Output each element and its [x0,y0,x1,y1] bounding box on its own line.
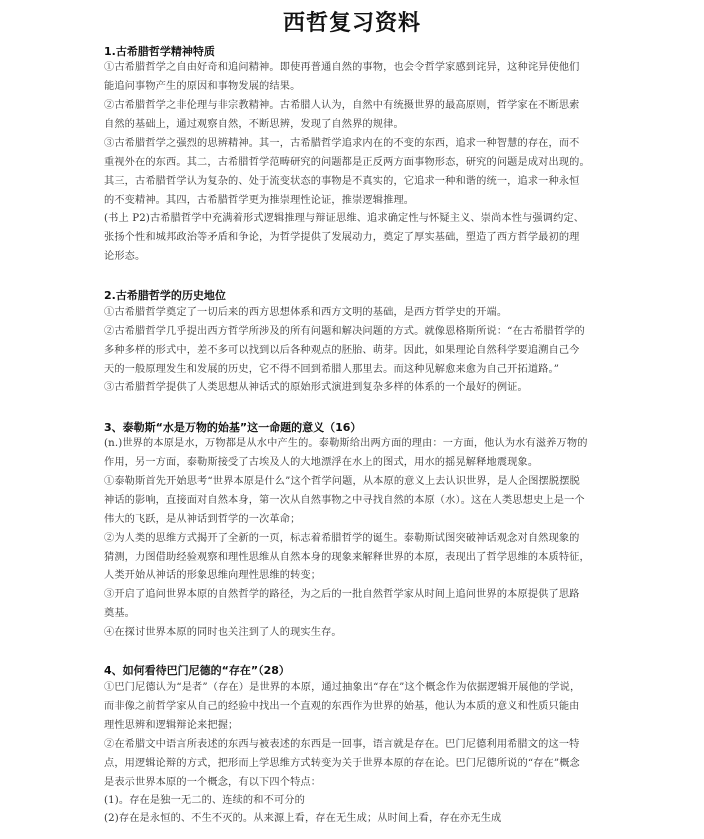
text-line: ①泰勒斯首先开始思考“世界本原是什么”这个哲学问题，从本原的意义上去认识世界，是人企图摆脱摆脱 [104,476,580,487]
text-line: 天的一般原理发生和发展的历史，它不得不回到希腊人那里去。而这种见解愈来愈为自己开拓道路。” [104,364,560,375]
section-heading: 3、泰勒斯“水是万物的始基”这一命题的意义（16） [104,421,362,434]
text-line: ②古希腊哲学几乎提出西方哲学所涉及的所有问题和解决问题的方式。就像恩格斯所说：“在古希腊哲学的 [104,326,585,337]
text-line: 伟大的飞跃，是从神话到哲学的一次革命； [104,514,301,525]
text-line: (1)。存在是独一无二的、连续的和不可分的 [104,795,305,806]
text-line: 奠基。 [104,608,136,619]
text-line: 能追问事物产生的原因和事物发展的结果。 [104,81,301,92]
text-line: (2)存在是永恒的、不生不灭的。从来源上看，存在无生成；从时间上看，存在亦无生成 [104,813,502,824]
text-line: ②在希腊文中语言所表述的东西与被表述的东西是一回事，语言就是存在。巴门尼德利用希腊文的这一特 [104,739,580,750]
text-line: 猜测，力图借助经验观察和理性思维从自然本身的现象来解释世界的本原，表现出了哲学思维的本质特征， [104,552,590,563]
text-line: ④在探讨世界本原的同时也关注到了人的现实生存。 [104,627,342,638]
text-line: 论形态。 [104,251,146,262]
text-line: (书上 P2)古希腊哲学中充满着形式逻辑推理与辩证思维、追求确定性与怀疑主义、崇尚本性与强调约定、 [104,213,585,224]
text-line: ②为人类的思维方式揭开了全新的一页，标志着希腊哲学的诞生。泰勒斯试图突破神话观念对自然现象的 [104,533,580,544]
text-line: 而非像之前哲学家从自己的经验中找出一个直观的东西作为世界的始基，他认为本质的意义和性质只能由 [104,701,580,712]
text-line: ③古希腊哲学提供了人类思想从神话式的原始形式演进到复杂多样的体系的一个最好的例证。 [104,382,528,393]
text-line: 的不变精神。其四，古希腊哲学更为推崇理性论证，推崇逻辑推理。 [104,195,415,206]
text-line: 神话的影响，直接面对自然本身，第一次从自然事物之中寻找自然的本原（水）。这在人类思想史上是一个 [104,495,585,506]
text-line: 其三，古希腊哲学认为复杂的、处于流变状态的事物是不真实的，它追求一种和谐的统一，追求一种永恒 [104,176,580,187]
text-line: (n.)世界的本原是水，万物都是从水中产生的。泰勒斯给出两方面的理由：一方面，他认为水有滋养万物的 [104,438,588,449]
text-line: 多种多样的形式中，差不多可以找到以后各种观点的胚胎、萌芽。因此，如果理论自然科学要追溯自己今 [104,345,580,356]
text-line: ①古希腊哲学奠定了一切后来的西方思想体系和西方文明的基础，是西方哲学史的开端。 [104,307,508,318]
text-line: 重视外在的东西。其二，古希腊哲学范畴研究的问题都是正反两方面事物形态，研究的问题是成对出现的。 [104,157,590,168]
text-line: 理性思辨和逻辑辩论来把握； [104,720,239,731]
text-line: 自然的基础上，通过观察自然，不断思辨，发现了自然界的规律。 [104,119,404,130]
text-line: ③开启了追问世界本原的自然哲学的路径，为之后的一批自然哲学家从时间上追问世界的本原提供了思路 [104,589,580,600]
text-line: ①巴门尼德认为“是者”（存在）是世界的本原，通过抽象出“存在”这个概念作为依据逻辑开展他的学说， [104,682,581,693]
text-line: 是表示世界本原的一个概念，有以下四个特点： [104,777,322,788]
text-line: 作用，另一方面，泰勒斯接受了古埃及人的大地漂浮在水上的图式，用水的摇晃解释地震现象。 [104,457,539,468]
text-line: 张扬个性和城邦政治等矛盾和争论，为哲学提供了发展动力，奠定了厚实基础，塑造了西方哲学最初的理 [104,232,580,243]
section-heading: 4、如何看待巴门尼德的“存在”（28） [104,664,290,677]
page-title: 西哲复习资料 [282,10,421,36]
text-line: 点，用逻辑论辩的方式，把形而上学思维方式转变为关于世界本原的存在论。巴门尼德所说的“存在”概念 [104,758,580,769]
text-line: ①古希腊哲学之自由好奇和追问精神。即使再普通自然的事物，也会令哲学家感到诧异，这种诧异使他们 [104,62,580,73]
text-line: ③古希腊哲学之强烈的思辨精神。其一，古希腊哲学追求内在的不变的东西，追求一种智慧的存在，而不 [104,138,580,149]
text-line: ②古希腊哲学之非伦理与非宗教精神。古希腊人认为，自然中有统摄世界的最高原则，哲学家在不断思索 [104,100,580,111]
section-heading: 2.古希腊哲学的历史地位 [104,289,226,302]
section-heading: 1.古希腊哲学精神特质 [104,45,215,58]
text-line: 人类开始从神话的形象思维向理性思维的转变； [104,570,322,581]
